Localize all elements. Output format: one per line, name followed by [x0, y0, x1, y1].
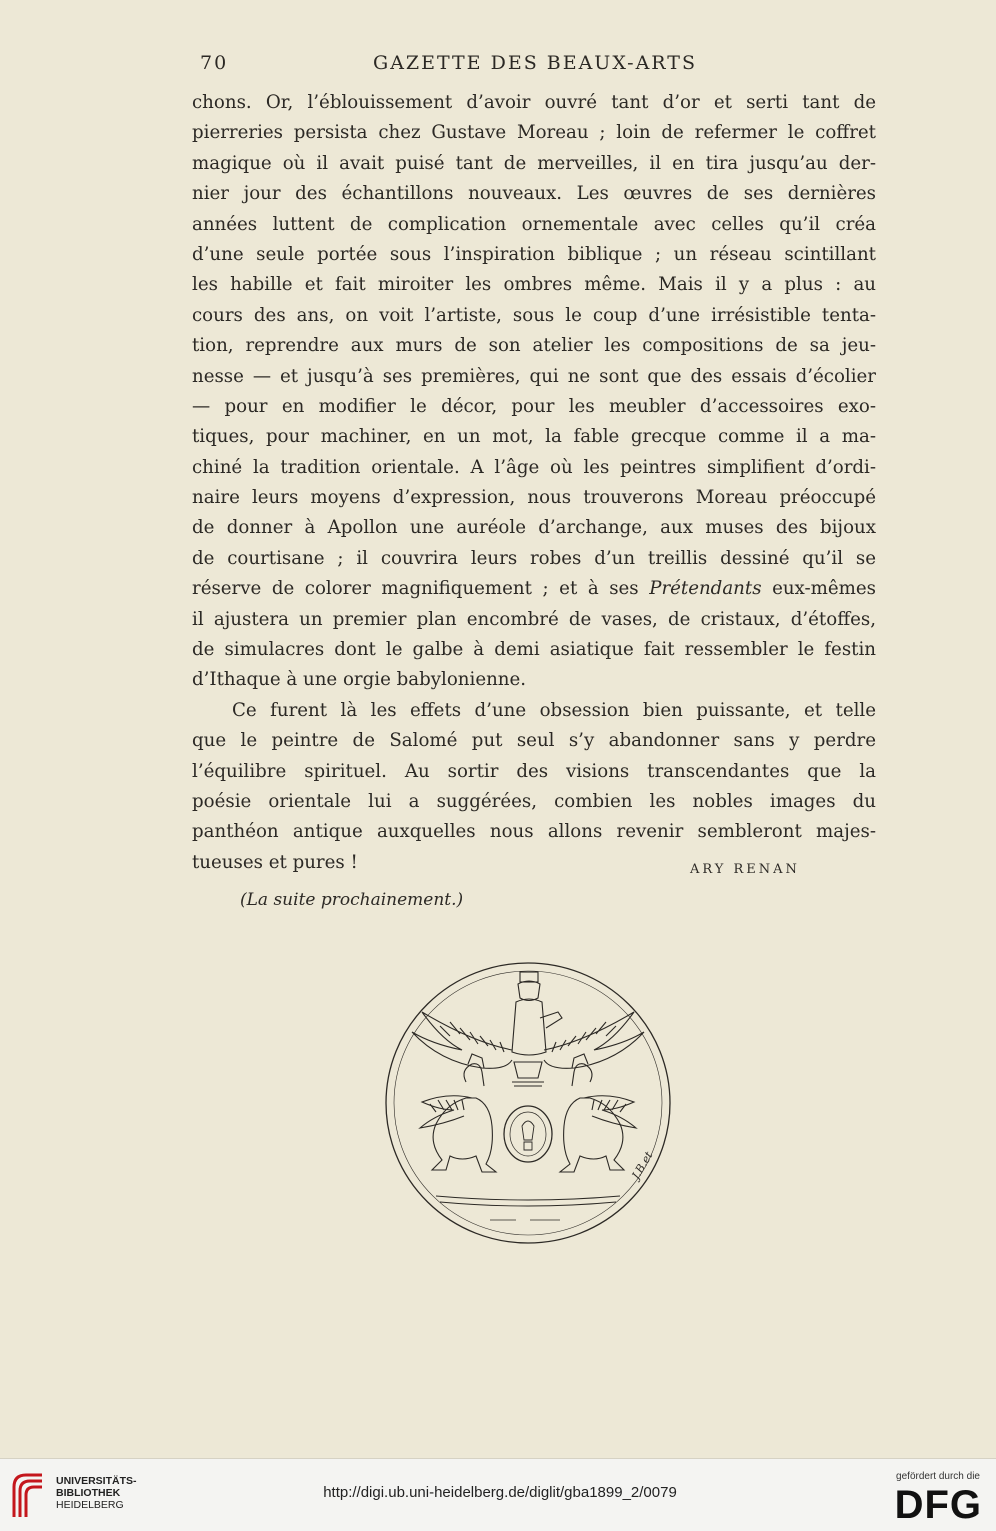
- text-line: de courtisane ; il couvrira leurs robes d’un treillis dessiné qu’il se: [192, 547, 876, 569]
- dfg-logo: DFG: [894, 1483, 982, 1527]
- funding-note: gefördert durch die: [896, 1471, 980, 1482]
- left-sphinx: [420, 1054, 496, 1172]
- continued-note: (La suite prochainement.): [240, 890, 464, 910]
- text-line: il ajustera un premier plan encombré de vases, de cristaux, d’étoffes,: [192, 608, 876, 630]
- italic-title: Prétendants: [649, 578, 762, 600]
- text-line: chiné la tradition orientale. A l’âge où les peintres simplifient d’ordi-: [192, 456, 876, 478]
- text-line: poésie orientale lui a suggérées, combien les nobles images du: [192, 790, 876, 812]
- seal-outline: [386, 963, 670, 1243]
- digitization-url[interactable]: http://digi.ub.uni-heidelberg.de/diglit/gba1899_2/0079: [323, 1484, 677, 1501]
- library-line: UNIVERSITÄTS-: [56, 1475, 137, 1487]
- text-line: tion, reprendre aux murs de son atelier les compositions de sa jeu-: [192, 335, 876, 357]
- text-line: nier jour des échantillons nouveaux. Les œuvres de ses dernières: [192, 183, 876, 205]
- text-line: chons. Or, l’éblouissement d’avoir ouvré tant d’or et serti tant de: [192, 92, 876, 113]
- text-line: les habille et fait miroiter les ombres même. Mais il y a plus : au: [192, 274, 876, 296]
- text-line: d’Ithaque à une orgie babylonienne.: [192, 669, 527, 691]
- page-number: 70: [200, 52, 229, 74]
- text-line: que le peintre de Salomé put seul s’y abandonner sans y perdre: [192, 730, 876, 752]
- text-line: de simulacres dont le galbe à demi asiatique fait ressembler le festin: [192, 639, 876, 661]
- seal-engraving: [380, 958, 676, 1248]
- article-body: [192, 88, 876, 878]
- text-line: d’une seule portée sous l’inspiration biblique ; un réseau scintillant: [192, 243, 876, 265]
- text-line: — pour en modifier le décor, pour les meubler d’accessoires exo-: [192, 395, 876, 417]
- text-line: l’équilibre spirituel. Au sortir des visions transcendantes que la: [192, 760, 876, 782]
- text-line: pierreries persista chez Gustave Moreau ; loin de refermer le coffret: [192, 122, 876, 144]
- central-medallion: [504, 1106, 552, 1162]
- text-line: tueuses et pures !: [192, 851, 358, 873]
- text-line: de donner à Apollon une auréole d’archange, aux muses des bijoux: [192, 517, 876, 539]
- text-line: nesse — et jusqu’à ses premières, qui ne sont que des essais d’écolier: [192, 365, 876, 387]
- library-name: [56, 1475, 137, 1511]
- author-signature: ARY RENAN: [690, 862, 800, 877]
- right-sphinx: [560, 1054, 636, 1172]
- library-line: HEIDELBERG: [56, 1499, 124, 1511]
- digitization-footer: [0, 1458, 996, 1531]
- text-segment: eux-mêmes: [761, 578, 876, 600]
- running-head: [190, 52, 880, 82]
- library-line: BIBLIOTHEK: [56, 1487, 121, 1499]
- text-line: Ce furent là les effets d’une obsession bien puissante, et telle: [232, 699, 876, 721]
- library-logo-icon: [8, 1469, 48, 1521]
- engraver-initials: J.B.et: [629, 1149, 656, 1182]
- text-line-with-italic: [192, 574, 876, 604]
- journal-title: GAZETTE DES BEAUX-ARTS: [373, 52, 697, 74]
- text-line: années luttent de complication ornementale avec celles qu’il créa: [192, 213, 876, 235]
- text-segment: réserve de colorer magnifiquement ; et à ses: [192, 578, 650, 600]
- text-line: panthéon antique auxquelles nous allons revenir sembleront majes-: [192, 821, 876, 843]
- text-line: tiques, pour machiner, en un mot, la fable grecque comme il a ma-: [192, 426, 876, 448]
- seal-inner-ring: [394, 971, 662, 1235]
- text-line: naire leurs moyens d’expression, nous trouverons Moreau préoccupé: [192, 487, 876, 509]
- winged-deity: [412, 972, 644, 1086]
- text-line: cours des ans, on voit l’artiste, sous le coup d’une irrésistible tenta-: [192, 304, 876, 326]
- text-line: magique où il avait puisé tant de merveilles, il en tira jusqu’au der-: [192, 152, 876, 174]
